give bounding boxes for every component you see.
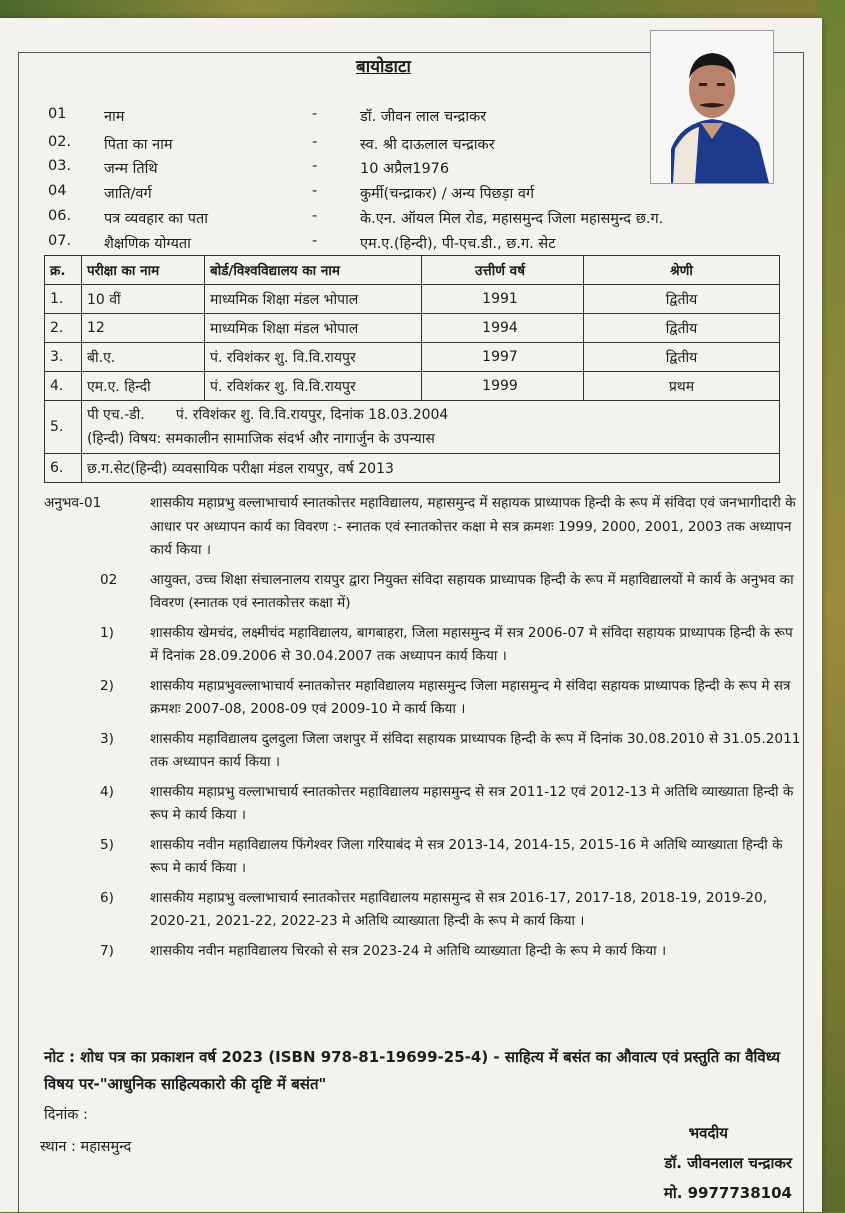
- header-serial: क्र.: [45, 256, 82, 285]
- experience-section: [44, 492, 804, 969]
- cell-board: माध्यमिक शिक्षा मंडल भोपाल: [205, 314, 422, 343]
- cell-year: 1991: [422, 285, 584, 314]
- cell-division: द्वितीय: [584, 285, 780, 314]
- experience-text: शासकीय महाप्रभु वल्लाभाचार्य स्नातकोत्तर महाविद्यालय, महासमुन्द में सहायक प्राध्यापक हिन्दी के रूप में संविदा एवं जनभागीदारी के आधार पर अध्यापन कार्य का विवरण :- स्नातक एवं स्नातकोत्तर कक्षा मे सत्र क्रमशः 1999, 2000, 2001, 2003 तक अध्यापन कार्य किया ।: [150, 495, 796, 558]
- cell-board: माध्यमिक शिक्षा मंडल भोपाल: [205, 285, 422, 314]
- table-header-row: [45, 256, 780, 285]
- experience-text: शासकीय महाप्रभु वल्लाभाचार्य स्नातकोत्तर महाविद्यालय महासमुन्द से सत्र 2011-12 एवं 2012-13 मे अतिथि व्याख्याता हिन्दी के रूप मे कार्य किया ।: [150, 783, 794, 823]
- cell-exam: 12: [82, 314, 205, 343]
- info-value: के.एन. ऑयल मिल रोड, महासमुन्द जिला महासमुन्द छ.ग.: [360, 211, 664, 227]
- cell-serial: 3.: [45, 343, 82, 372]
- header-division: श्रेणी: [584, 256, 780, 285]
- cell-set-detail: छ.ग.सेट(हिन्दी) व्यवसायिक परीक्षा मंडल रायपुर, वर्ष 2013: [82, 454, 780, 483]
- table-row-phd: [45, 401, 780, 454]
- page-title: बायोडाटा: [356, 57, 411, 77]
- experience-item: [44, 834, 804, 881]
- table-row: [45, 343, 780, 372]
- experience-item: [44, 728, 804, 775]
- experience-marker: 02: [100, 571, 118, 588]
- phd-exam: पी एच.-डी.: [87, 407, 145, 423]
- info-dash: -: [312, 106, 318, 122]
- experience-marker: 4): [100, 783, 114, 800]
- cell-exam: बी.ए.: [82, 343, 205, 372]
- info-label: जाति/वर्ग: [104, 186, 152, 202]
- experience-item: [44, 675, 804, 722]
- info-dash: -: [312, 158, 318, 174]
- cell-division: प्रथम: [584, 372, 780, 401]
- signature-mobile: मो. 9977738104: [663, 1184, 792, 1202]
- cell-exam: एम.ए. हिन्दी: [82, 372, 205, 401]
- phd-subject: (हिन्दी) विषय: समकालीन सामाजिक संदर्भ और नागार्जुन के उपन्यास: [87, 431, 435, 447]
- experience-marker: 7): [100, 942, 114, 959]
- info-value: एम.ए.(हिन्दी), पी-एच.डी., छ.ग. सेट: [360, 236, 556, 252]
- cell-phd-detail: [82, 401, 780, 454]
- experience-item: [44, 492, 804, 563]
- header-board: बोर्ड/विश्वविद्यालय का नाम: [205, 256, 422, 285]
- cell-board: पं. रविशंकर शु. वि.वि.रायपुर: [205, 372, 422, 401]
- info-dash: -: [312, 134, 318, 150]
- table-row: [45, 372, 780, 401]
- header-year: उत्तीर्ण वर्ष: [422, 256, 584, 285]
- info-number: 01: [48, 106, 67, 122]
- table-row: [45, 285, 780, 314]
- info-label: पत्र व्यवहार का पता: [104, 211, 209, 227]
- info-number: 07.: [48, 233, 72, 249]
- cell-serial: 4.: [45, 372, 82, 401]
- cell-year: 1999: [422, 372, 584, 401]
- info-value: स्व. श्री दाऊलाल चन्द्राकर: [360, 137, 495, 153]
- info-dash: -: [312, 183, 318, 199]
- info-number: 03.: [48, 158, 72, 174]
- profile-photo: [650, 30, 774, 184]
- table-row-set: [45, 454, 780, 483]
- experience-item: [44, 887, 804, 934]
- experience-text: शासकीय महाप्रभुवल्लाभाचार्य स्नातकोत्तर महाविद्यालय महासमुन्द जिला महासमुन्द मे संविदा सहायक प्राध्यापक हिन्दी के रूप मे सत्र क्रमशः 2007-08, 2008-09 एवं 2009-10 मे कार्य किया ।: [150, 677, 791, 717]
- experience-marker: 6): [100, 889, 114, 906]
- experience-text: शासकीय नवीन महाविद्यालय चिरको से सत्र 2023-24 मे अतिथि व्याख्याता हिन्दी के रूप मे कार्य किया ।: [150, 942, 667, 959]
- experience-text: शासकीय महाविद्यालय दुलदुला जिला जशपुर में संविदा सहायक प्राध्यापक हिन्दी के रूप में दिनांक 30.08.2010 से 31.05.2011 तक अध्यापन कार्य किया ।: [150, 730, 801, 770]
- cell-year: 1997: [422, 343, 584, 372]
- date-label: दिनांक :: [44, 1107, 88, 1123]
- experience-text: शासकीय खेमचंद, लक्ष्मीचंद महाविद्यालय, बागबाहरा, जिला महासमुन्द में सत्र 2006-07 मे संविदा सहायक प्राध्यापक हिन्दी के रूप में दिनांक 28.09.2006 से 30.04.2007 तक अध्यापन कार्य किया ।: [150, 624, 793, 664]
- cell-serial: 5.: [45, 401, 82, 454]
- cell-year: 1994: [422, 314, 584, 343]
- table-row: [45, 314, 780, 343]
- cell-division: द्वितीय: [584, 314, 780, 343]
- cell-exam: 10 वीं: [82, 285, 205, 314]
- info-value: डॉ. जीवन लाल चन्द्राकर: [360, 109, 487, 125]
- experience-item: [44, 569, 804, 616]
- place-label: स्थान : महासमुन्द: [40, 1139, 132, 1155]
- experience-item: [44, 622, 804, 669]
- experience-text: शासकीय महाप्रभु वल्लाभाचार्य स्नातकोत्तर महाविद्यालय महासमुन्द से सत्र 2016-17, 2017-18, 2018-19, 2019-20, 2020-21, 2021-22, 2022-23 मे अतिथि व्याख्याता हिन्दी के रूप मे कार्य किया ।: [150, 889, 768, 929]
- experience-text: आयुक्त, उच्च शिक्षा संचालनालय रायपुर द्वारा नियुक्त संविदा सहायक प्राध्यापक हिन्दी के रूप में महाविद्यालयों मे कार्य के अनुभव का विवरण (स्नातक एवं स्नातकोत्तर कक्षा में): [150, 571, 794, 611]
- info-value: कुर्मी(चन्द्राकर) / अन्य पिछड़ा वर्ग: [360, 186, 535, 202]
- education-table: [44, 255, 780, 483]
- cell-serial: 6.: [45, 454, 82, 483]
- info-dash: -: [312, 233, 318, 249]
- info-number: 04: [48, 183, 67, 199]
- info-value: 10 अप्रैल1976: [360, 161, 450, 177]
- header-exam: परीक्षा का नाम: [82, 256, 205, 285]
- signature-block: [596, 1118, 792, 1208]
- info-label: पिता का नाम: [104, 137, 173, 153]
- cell-division: द्वितीय: [584, 343, 780, 372]
- cell-serial: 1.: [45, 285, 82, 314]
- experience-marker: अनुभव-01: [44, 495, 102, 511]
- info-dash: -: [312, 208, 318, 224]
- info-number: 06.: [48, 208, 72, 224]
- experience-text: शासकीय नवीन महाविद्यालय फिंगेश्वर जिला गरियाबंद मे सत्र 2013-14, 2014-15, 2015-16 मे अतिथि व्याख्याता हिन्दी के रूप मे कार्य किया ।: [150, 836, 783, 876]
- experience-item: [44, 781, 804, 828]
- cell-board: पं. रविशंकर शु. वि.वि.रायपुर: [205, 343, 422, 372]
- info-label: शैक्षणिक योग्यता: [104, 236, 191, 252]
- cell-serial: 2.: [45, 314, 82, 343]
- experience-marker: 3): [100, 730, 114, 747]
- publication-note: नोट : शोध पत्र का प्रकाशन वर्ष 2023 (ISBN 978-81-19699-25-4) - साहित्य में बसंत का औवात्य एवं प्रस्तुति का वैविध्य विषय पर-"आधुनिक साहित्यकारो की दृष्टि में बसंत": [44, 1048, 781, 1093]
- experience-marker: 5): [100, 836, 114, 853]
- experience-marker: 2): [100, 677, 114, 694]
- info-label: नाम: [104, 109, 125, 125]
- signature-name: डॉ. जीवनलाल चन्द्राकर: [664, 1154, 792, 1172]
- signature-closing: भवदीय: [688, 1124, 728, 1142]
- experience-item: [44, 940, 804, 964]
- info-label: जन्म तिथि: [104, 161, 158, 177]
- phd-university: पं. रविशंकर शु. वि.वि.रायपुर, दिनांक 18.03.2004: [175, 407, 449, 423]
- experience-marker: 1): [100, 624, 114, 641]
- person-photo-icon: [651, 31, 773, 183]
- info-number: 02.: [48, 134, 72, 150]
